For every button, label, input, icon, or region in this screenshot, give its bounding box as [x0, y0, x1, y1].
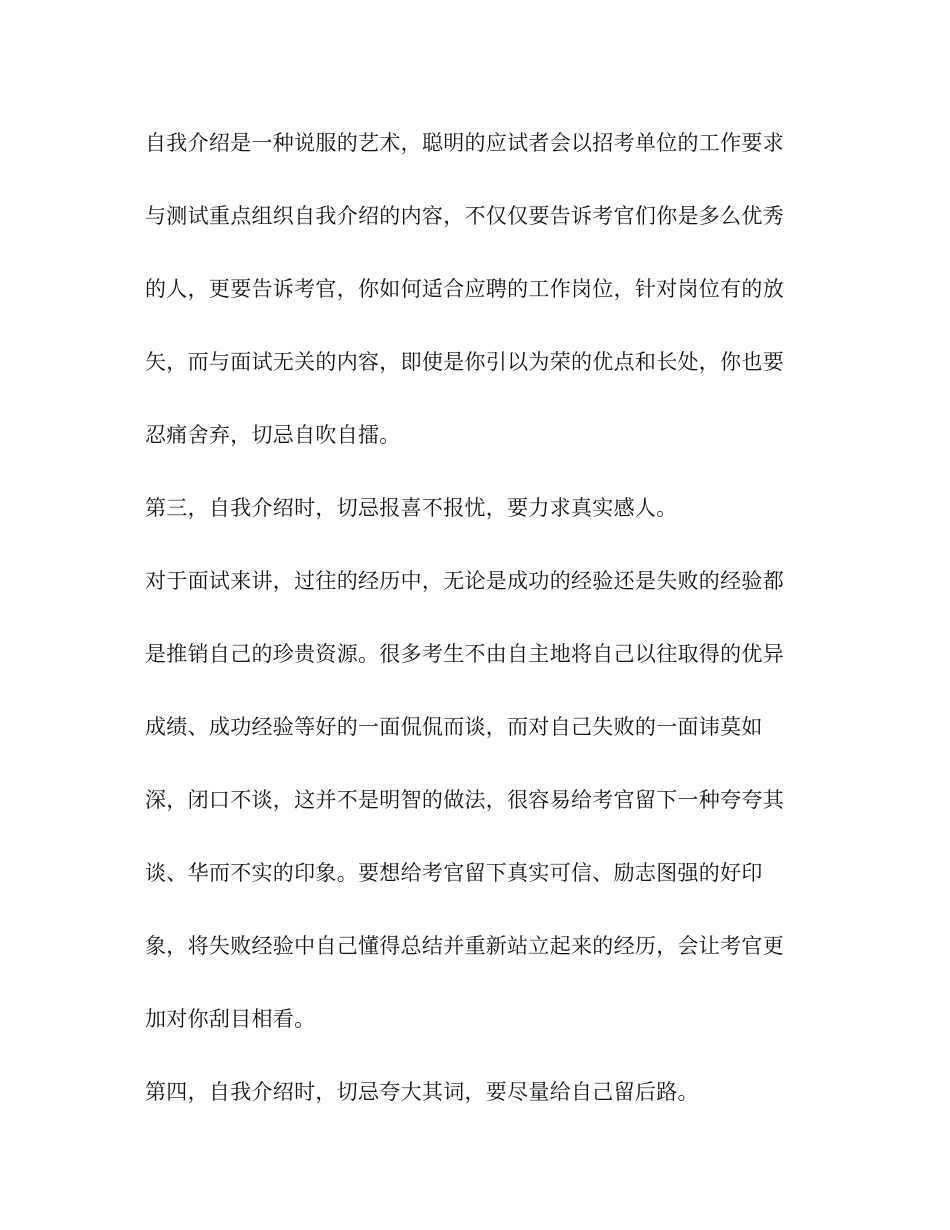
text-line: 深，闭口不谈，这并不是明智的做法，很容易给考官留下一种夸夸其	[145, 788, 784, 812]
text-line: 的人，更要告诉考官，你如何适合应聘的工作岗位，针对岗位有的放	[145, 277, 784, 301]
text-line: 象，将失败经验中自己懂得总结并重新站立起来的经历，会让考官更	[145, 934, 784, 958]
text-line: 忍痛舍弃，切忌自吹自擂。	[145, 423, 401, 447]
text-line: 加对你刮目相看。	[145, 1007, 316, 1031]
text-line: 对于面试来讲，过往的经历中，无论是成功的经验还是失败的经验都	[145, 569, 784, 593]
text-line: 矢，而与面试无关的内容，即使是你引以为荣的优点和长处，你也要	[145, 350, 784, 374]
text-line: 自我介绍是一种说服的艺术，聪明的应试者会以招考单位的工作要求	[145, 131, 784, 155]
section-heading-fourth: 第四，自我介绍时，切忌夸大其词，要尽量给自己留后路。	[145, 1080, 699, 1104]
text-line: 是推销自己的珍贵资源。很多考生不由自主地将自己以往取得的优异	[145, 642, 784, 666]
text-line: 与测试重点组织自我介绍的内容，不仅仅要告诉考官们你是多么优秀	[145, 204, 784, 228]
section-heading-third: 第三，自我介绍时，切忌报喜不报忧，要力求真实感人。	[145, 496, 678, 520]
text-line: 成绩、成功经验等好的一面侃侃而谈，而对自己失败的一面讳莫如	[145, 715, 763, 739]
text-line: 谈、华而不实的印象。要想给考官留下真实可信、励志图强的好印	[145, 861, 763, 885]
